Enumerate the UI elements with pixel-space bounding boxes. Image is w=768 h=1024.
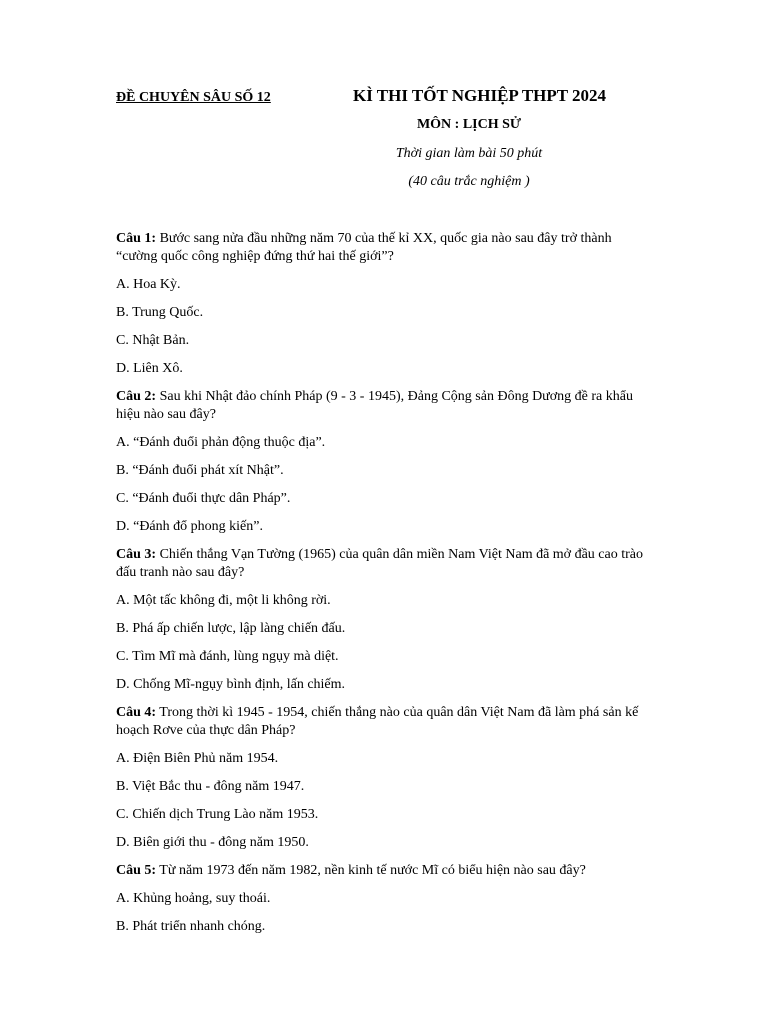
question-text: Trong thời kì 1945 - 1954, chiến thắng nào của quân dân Việt Nam đã làm phá sản kế hoạch Rơve của thực dân Pháp? (116, 705, 639, 738)
answer-option: D. “Đánh đổ phong kiến”. (116, 519, 263, 534)
answer-option: B. Việt Bắc thu - đông năm 1947. (116, 779, 305, 794)
question-number: Câu 1: (116, 231, 157, 246)
question-2 (116, 388, 656, 536)
question-number: Câu 2: (116, 389, 157, 404)
answer-option: C. Tìm Mĩ mà đánh, lùng ngụy mà diệt. (116, 649, 339, 664)
question-3 (116, 546, 656, 694)
answer-option: D. Liên Xô. (116, 361, 183, 376)
answer-option: A. Hoa Kỳ. (116, 277, 181, 292)
answer-option: B. Trung Quốc. (116, 305, 204, 320)
answer-option: C. “Đánh đuổi thực dân Pháp”. (116, 491, 291, 506)
question-number: Câu 5: (116, 863, 157, 878)
question-list (116, 230, 656, 946)
question-stem (116, 862, 656, 880)
answer-option: D. Biên giới thu - đông năm 1950. (116, 835, 309, 850)
answer-option: A. “Đánh đuổi phản động thuộc địa”. (116, 435, 326, 450)
question-text: Sau khi Nhật đảo chính Pháp (9 - 3 - 1945), Đảng Cộng sản Đông Dương đề ra khẩu hiệu nào sau đây? (116, 389, 633, 422)
question-text: Chiến thắng Vạn Tường (1965) của quân dân miền Nam Việt Nam đã mở đầu cao trào đấu tranh nào sau đây? (116, 547, 643, 580)
question-number: Câu 4: (116, 705, 157, 720)
question-text: Từ năm 1973 đến năm 1982, nền kinh tế nước Mĩ có biểu hiện nào sau đây? (156, 863, 586, 878)
answer-option: C. Nhật Bản. (116, 333, 190, 348)
question-stem (116, 388, 656, 424)
exam-time: Thời gian làm bài 50 phút (395, 146, 543, 161)
question-1 (116, 230, 656, 378)
answer-option: B. Phá ấp chiến lược, lập làng chiến đấu. (116, 621, 346, 636)
exam-question-count: (40 câu trắc nghiệm ) (408, 174, 530, 189)
exam-title: KÌ THI TỐT NGHIỆP THPT 2024 (353, 86, 607, 105)
exam-code: ĐỀ CHUYÊN SÂU SỐ 12 (116, 90, 271, 105)
question-stem (116, 546, 656, 582)
question-stem (116, 230, 656, 266)
question-4 (116, 704, 656, 852)
answer-option: A. Một tấc không đi, một li không rời. (116, 593, 331, 608)
answer-option: A. Điện Biên Phủ năm 1954. (116, 751, 279, 766)
question-number: Câu 3: (116, 547, 157, 562)
question-text: Bước sang nửa đầu những năm 70 của thế kỉ XX, quốc gia nào sau đây trở thành “cường quốc công nghiệp đứng thứ hai thế giới”? (116, 231, 612, 264)
answer-option: B. Phát triển nhanh chóng. (116, 919, 266, 934)
answer-option: D. Chống Mĩ-ngụy bình định, lấn chiếm. (116, 677, 346, 692)
answer-option: A. Khủng hoảng, suy thoái. (116, 891, 271, 906)
question-5 (116, 862, 656, 936)
question-stem (116, 704, 656, 740)
answer-option: B. “Đánh đuổi phát xít Nhật”. (116, 463, 284, 478)
exam-subject: MÔN : LỊCH SỬ (416, 117, 522, 132)
answer-option: C. Chiến dịch Trung Lào năm 1953. (116, 807, 319, 822)
